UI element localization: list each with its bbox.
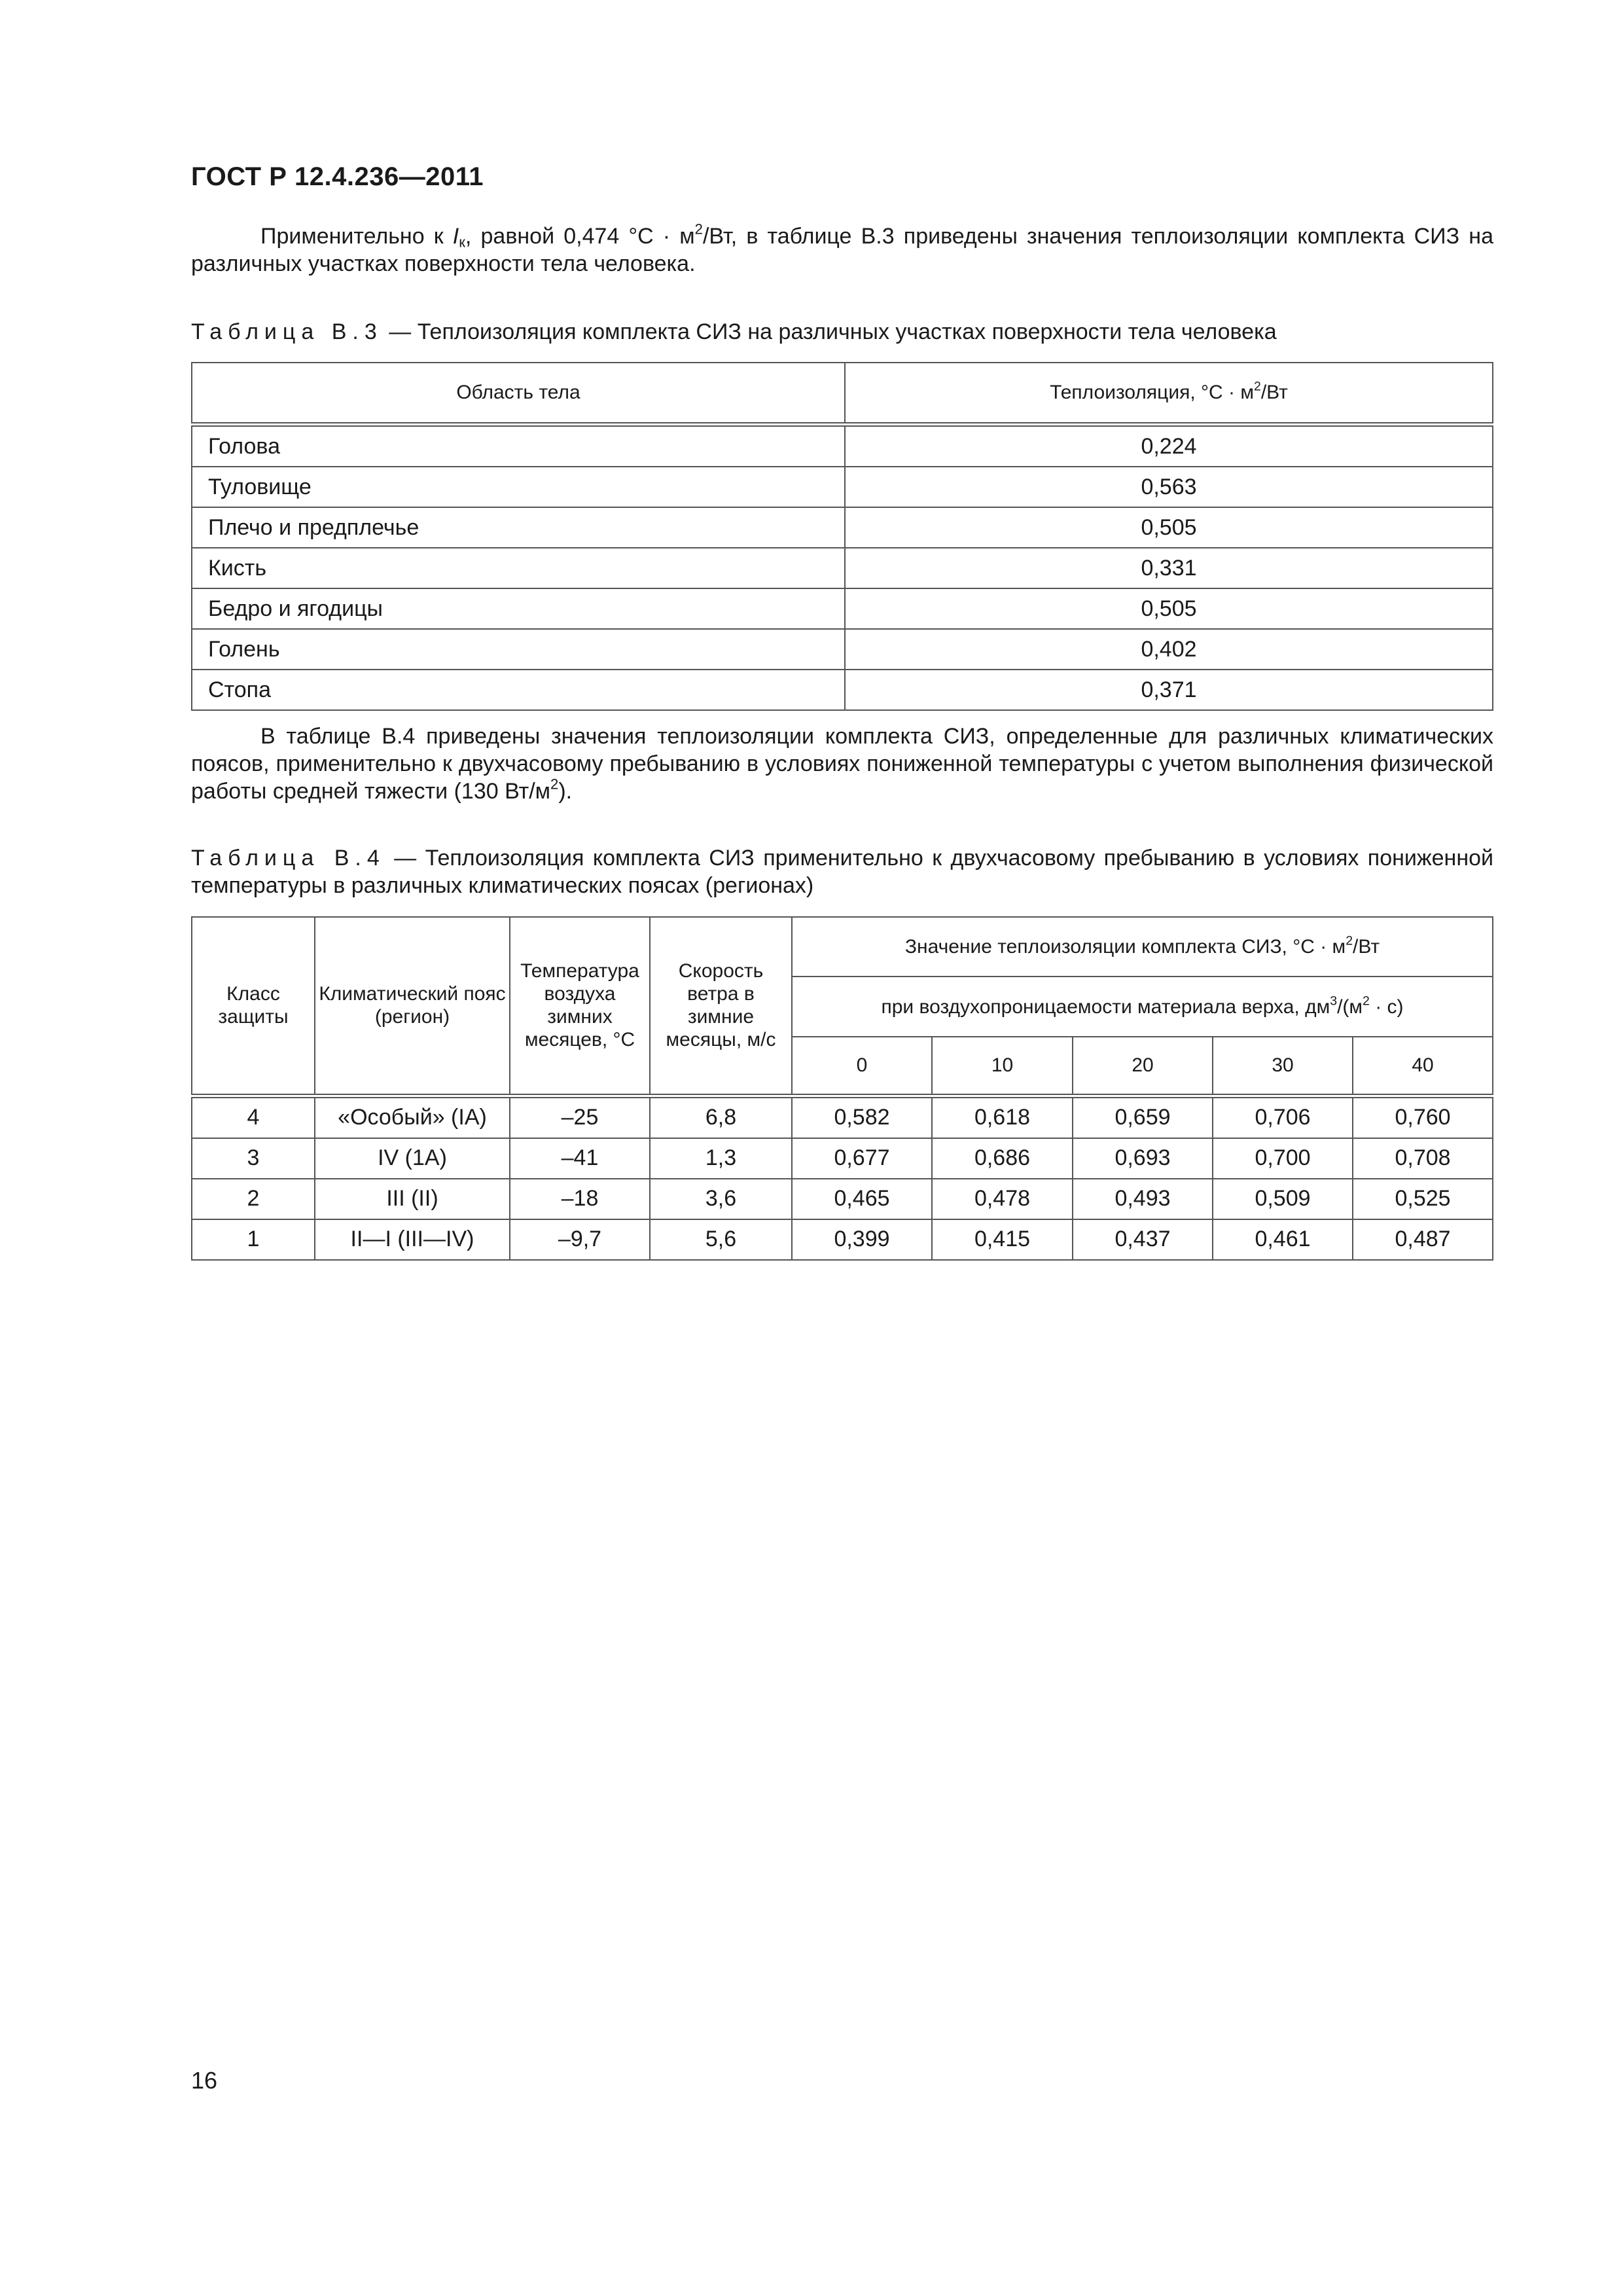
table4-col-class: Класс защиты — [192, 917, 315, 1096]
class-cell: 3 — [192, 1138, 315, 1179]
value-cell: 0,465 — [792, 1179, 932, 1219]
value-cell: 0,461 — [1213, 1219, 1353, 1260]
insulation-cell: 0,224 — [845, 425, 1493, 467]
value-cell: 0,487 — [1353, 1219, 1493, 1260]
zone-cell: III (II) — [315, 1179, 510, 1219]
table4-insulation-text: Значение теплоизоляции комплекта СИЗ, °С · м — [904, 936, 1346, 958]
value-cell: 0,399 — [792, 1219, 932, 1260]
table4-col-wind: Скорость ветра в зимние месяцы, м/с — [650, 917, 792, 1096]
table-row — [192, 467, 1493, 507]
table-row — [192, 548, 1493, 588]
table4-insulation-exp: 2 — [1346, 933, 1353, 948]
value-cell: 0,618 — [932, 1096, 1073, 1138]
table4-perm-col-10: 10 — [932, 1037, 1073, 1096]
table4-col-insulation — [792, 917, 1493, 977]
value-cell: 0,686 — [932, 1138, 1073, 1179]
table4-perm-mid: /(м — [1337, 996, 1363, 1018]
table3-caption-label: Таблица В.3 — [191, 319, 383, 344]
body-area-cell: Туловище — [192, 467, 845, 507]
table3-col-body-area: Область тела — [192, 363, 845, 425]
table-row — [192, 588, 1493, 629]
table4-caption-text: — Теплоизоляция комплекта СИЗ применительно к двухчасовому пребыванию в условиях пониженной температуры в различных климатических поясах (регионах) — [191, 846, 1493, 898]
temperature-cell: –25 — [510, 1096, 650, 1138]
table-b4 — [191, 916, 1493, 1261]
insulation-cell: 0,331 — [845, 548, 1493, 588]
table4-caption — [191, 844, 1493, 899]
body-area-cell: Плечо и предплечье — [192, 507, 845, 548]
value-cell: 0,437 — [1073, 1219, 1213, 1260]
insulation-cell: 0,563 — [845, 467, 1493, 507]
para2-end: ). — [558, 779, 573, 804]
table4-col-permeability — [792, 977, 1493, 1037]
wind-cell: 1,3 — [650, 1138, 792, 1179]
table-b3 — [191, 362, 1493, 711]
wind-cell: 5,6 — [650, 1219, 792, 1260]
table-row — [192, 1096, 1493, 1138]
temperature-cell: –9,7 — [510, 1219, 650, 1260]
intro-symbol-sub: к — [459, 234, 465, 251]
insulation-cell: 0,371 — [845, 670, 1493, 710]
table3-col-insulation-text: Теплоизоляция, °С · м — [1050, 382, 1254, 403]
value-cell: 0,478 — [932, 1179, 1073, 1219]
wind-cell: 3,6 — [650, 1179, 792, 1219]
zone-cell: II—I (III—IV) — [315, 1219, 510, 1260]
value-cell: 0,493 — [1073, 1179, 1213, 1219]
table4-perm-col-40: 40 — [1353, 1037, 1493, 1096]
table4-perm-text: при воздухопроницаемости материала верха, дм — [881, 996, 1330, 1018]
body-area-cell: Стопа — [192, 670, 845, 710]
value-cell: 0,415 — [932, 1219, 1073, 1260]
body-area-cell: Бедро и ягодицы — [192, 588, 845, 629]
table4-col-temperature: Температура воздуха зимних месяцев, °С — [510, 917, 650, 1096]
table4-perm-exp2: 2 — [1363, 993, 1370, 1008]
intro-symbol: I — [452, 224, 459, 249]
table3-col-insulation — [845, 363, 1493, 425]
table3-col-insulation-exp: 2 — [1253, 379, 1261, 394]
class-cell: 1 — [192, 1219, 315, 1260]
intro-paragraph — [191, 223, 1493, 278]
table4-header-row-1 — [192, 917, 1493, 977]
table-row — [192, 1179, 1493, 1219]
intro-text-before: Применительно к — [260, 224, 453, 249]
class-cell: 2 — [192, 1179, 315, 1219]
table4-perm-col-0: 0 — [792, 1037, 932, 1096]
insulation-cell: 0,505 — [845, 588, 1493, 629]
table3-header-row — [192, 363, 1493, 425]
table4-col-zone: Климатический пояс (регион) — [315, 917, 510, 1096]
table4-intro-paragraph — [191, 723, 1493, 805]
insulation-cell: 0,402 — [845, 629, 1493, 670]
intro-exp: 2 — [694, 221, 703, 238]
document-code: ГОСТ Р 12.4.236—2011 — [191, 162, 484, 191]
table4-caption-label: Таблица В.4 — [191, 846, 385, 870]
zone-cell: IV (1А) — [315, 1138, 510, 1179]
wind-cell: 6,8 — [650, 1096, 792, 1138]
table4-perm-post: · с) — [1369, 996, 1404, 1018]
intro-text-mid: , равной 0,474 °С · м — [465, 224, 695, 249]
body-area-cell: Голень — [192, 629, 845, 670]
table-row — [192, 670, 1493, 710]
value-cell: 0,760 — [1353, 1096, 1493, 1138]
zone-cell: «Особый» (IА) — [315, 1096, 510, 1138]
value-cell: 0,708 — [1353, 1138, 1493, 1179]
table4-insulation-unit: /Вт — [1353, 936, 1380, 958]
table3-caption — [191, 318, 1493, 346]
page-number: 16 — [191, 2067, 218, 2094]
table-row — [192, 629, 1493, 670]
value-cell: 0,525 — [1353, 1179, 1493, 1219]
table-row — [192, 1138, 1493, 1179]
para2-text: В таблице В.4 приведены значения теплоизоляции комплекта СИЗ, определенные для различных климатических поясов, применительно к двухчасовому пребыванию в условиях пониженной температуры с учетом выполнения физической работы средней тяжести (130 Вт/м — [191, 724, 1493, 804]
body-area-cell: Кисть — [192, 548, 845, 588]
table-row — [192, 507, 1493, 548]
table-row — [192, 1219, 1493, 1260]
body-area-cell: Голова — [192, 425, 845, 467]
value-cell: 0,677 — [792, 1138, 932, 1179]
intro-text-after: /Вт, в таблице В.3 приведены значения теплоизоляции комплекта СИЗ на различных участках поверхности тела человека. — [191, 224, 1493, 276]
para2-exp: 2 — [550, 776, 559, 793]
table4-perm-col-20: 20 — [1073, 1037, 1213, 1096]
value-cell: 0,706 — [1213, 1096, 1353, 1138]
class-cell: 4 — [192, 1096, 315, 1138]
insulation-cell: 0,505 — [845, 507, 1493, 548]
temperature-cell: –18 — [510, 1179, 650, 1219]
value-cell: 0,700 — [1213, 1138, 1353, 1179]
table4-perm-exp1: 3 — [1330, 993, 1338, 1008]
table3-col-insulation-unit: /Вт — [1260, 382, 1288, 403]
value-cell: 0,582 — [792, 1096, 932, 1138]
temperature-cell: –41 — [510, 1138, 650, 1179]
table-row — [192, 425, 1493, 467]
value-cell: 0,693 — [1073, 1138, 1213, 1179]
table3-caption-text: — Теплоизоляция комплекта СИЗ на различных участках поверхности тела человека — [382, 319, 1277, 344]
table4-perm-col-30: 30 — [1213, 1037, 1353, 1096]
value-cell: 0,659 — [1073, 1096, 1213, 1138]
value-cell: 0,509 — [1213, 1179, 1353, 1219]
